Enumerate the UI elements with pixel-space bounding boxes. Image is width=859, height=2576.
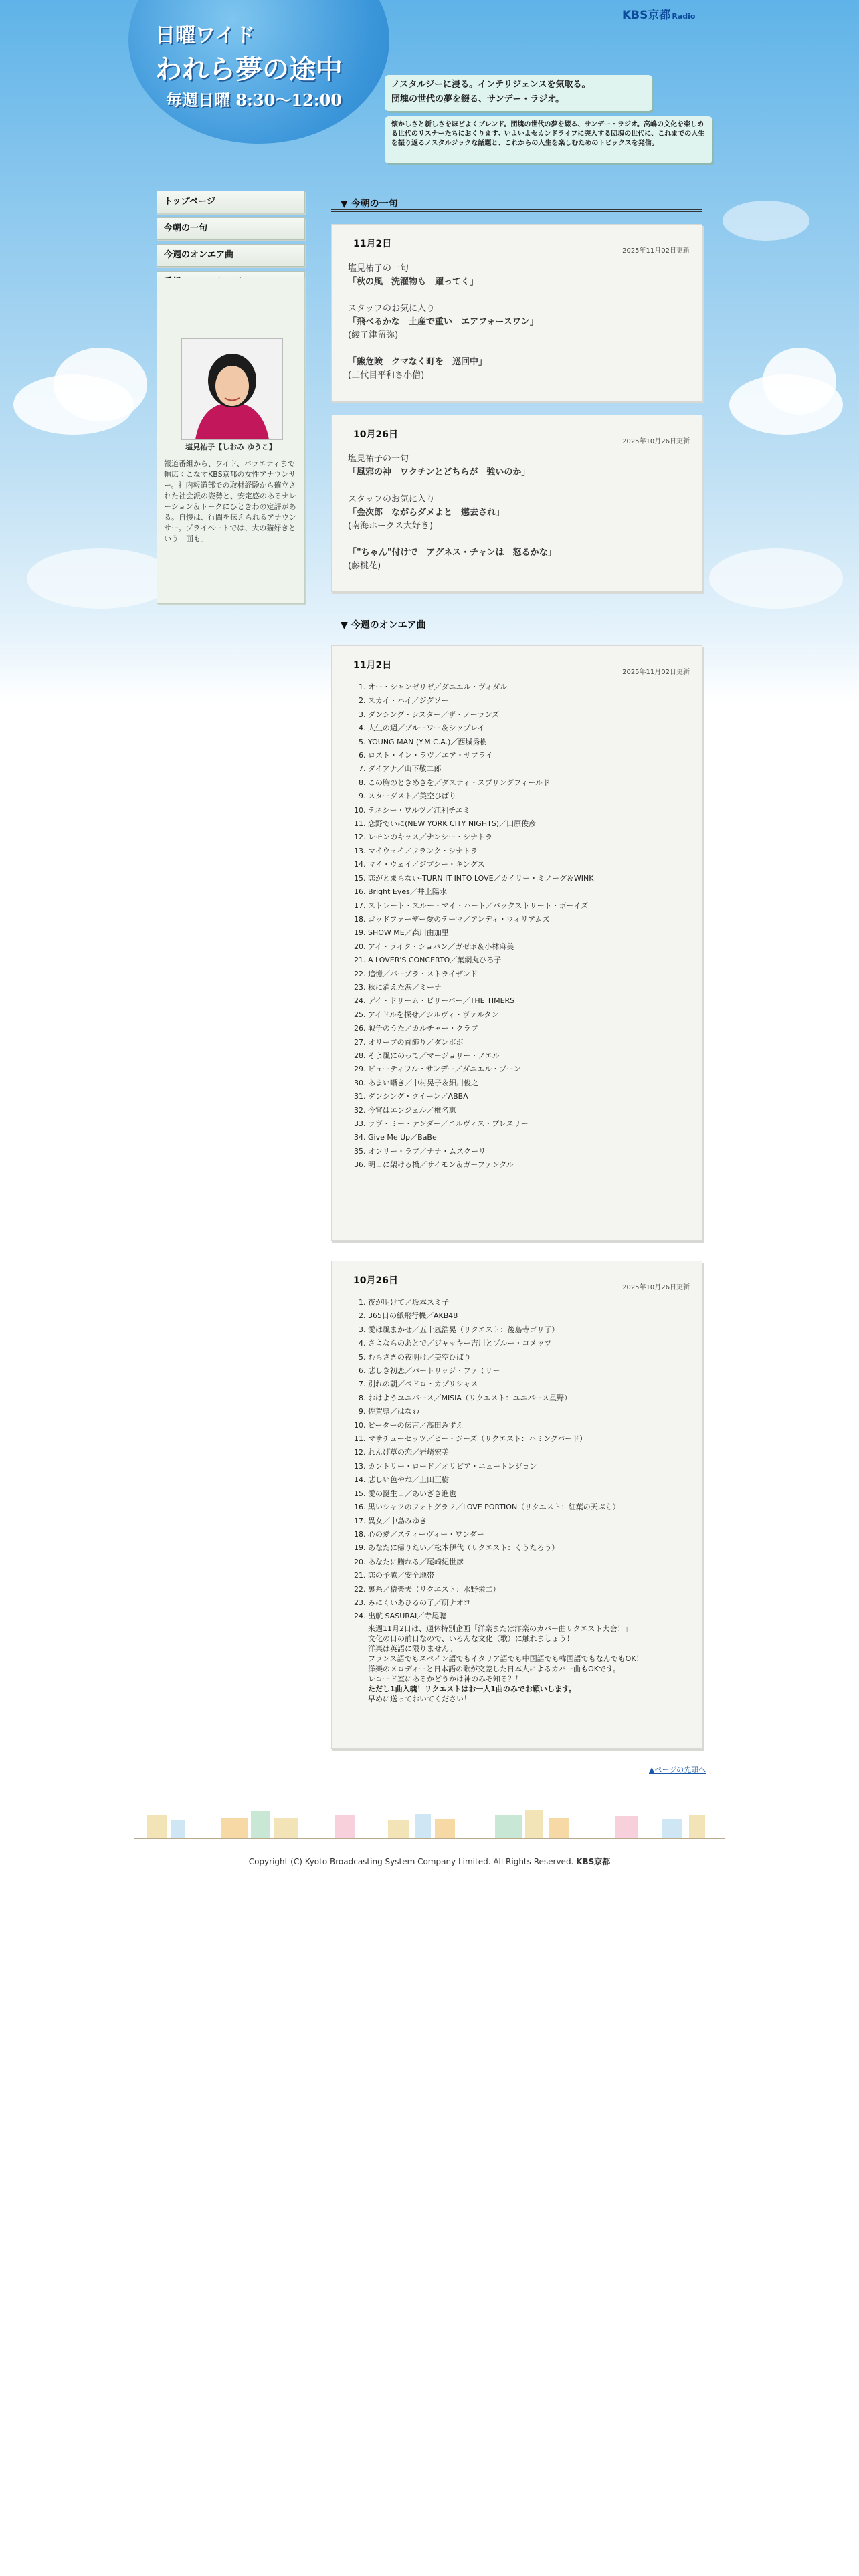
song-item: 12. れんげ草の恋／岩崎宏美 (368, 1446, 687, 1459)
song-item: 6. ロスト・イン・ラヴ／エア・サプライ (368, 749, 687, 762)
haiku-updated: 2025年10月26日更新 (622, 438, 690, 445)
nav-item-haiku[interactable]: 今朝の一句 (157, 217, 305, 240)
haiku-section-heading: ▼ 今朝の一句 (331, 191, 702, 212)
song-item: 16. Bright Eyes／井上陽水 (368, 885, 687, 899)
song-item: 19. SHOW ME／森川由加里 (368, 926, 687, 940)
song-item: 11. マサチューセッツ／ビー・ジーズ（リクエスト：ハミングバード） (368, 1432, 687, 1446)
copyright-brand: KBS京都 (576, 1857, 611, 1866)
song-item: 32. 今宵はエンジェル／椎名恵 (368, 1104, 687, 1117)
haiku-author: (綾子津留弥) (348, 330, 399, 340)
nav-item-top[interactable]: トップページ (157, 191, 305, 213)
haiku-label: スタッフのお気に入り (348, 494, 436, 504)
copyright-text: Copyright (C) Kyoto Broadcasting System Company Limited. All Rights Reserved. (248, 1857, 574, 1866)
notice-text: レコード室にあるかどうかは神のみぞ知る？！ (368, 1674, 522, 1683)
song-item: 1. オー・シャンゼリゼ／ダニエル・ヴィダル (368, 681, 687, 694)
song-item: 27. オリーブの首飾り／ダンボボ (368, 1036, 687, 1049)
haiku-text: 「飛べるかな 土産で重い エアフォースワン」 (348, 317, 539, 327)
song-item: 1. 夜が明けて／坂本スミ子 (368, 1296, 687, 1309)
song-item: 35. オンリー・ラブ／ナナ・ムスクーリ (368, 1145, 687, 1158)
song-item: 25. アイドルを探せ／シルヴィ・ヴァルタン (368, 1008, 687, 1022)
haiku-date: 10月26日 (353, 429, 398, 440)
announcer-photo (181, 338, 283, 440)
song-item: 23. 秋に消えた涙／ミーナ (368, 981, 687, 994)
song-item: 21. A LOVER'S CONCERTO／葉網丸ひろ子 (368, 954, 687, 967)
announcer-name: 塩見祐子【しおみ ゆうこ】 (185, 443, 276, 451)
song-item: 17. 異女／中島みゆき (368, 1515, 687, 1528)
notice-text: 来週11月2日は、通休特別企画「洋楽または洋楽のカバー曲リクエスト大会！」 (368, 1624, 632, 1633)
song-item: 7. 別れの朝／ペドロ・カプリシャス (368, 1378, 687, 1391)
brand-name: KBS京都 (622, 9, 671, 22)
footer-town-illustration (134, 1806, 725, 1838)
song-item: 9. 佐賀県／はなわ (368, 1405, 687, 1418)
song-item: 26. 戦争のうた／カルチャー・クラブ (368, 1022, 687, 1035)
song-item: 12. レモンのキッス／ナンシー・シナトラ (368, 831, 687, 844)
tagline-line2: 団塊の世代の夢を綴る、サンデー・ラジオ。 (391, 94, 565, 104)
song-item: 22. 裏糸／猿楽夫（リクエスト：水野栄二） (368, 1583, 687, 1596)
song-item: 17. ストレート・スルー・マイ・ハート／バックストリート・ボーイズ (368, 899, 687, 913)
nav-item-songs[interactable]: 今週のオンエア曲 (157, 244, 305, 267)
songs-updated: 2025年10月26日更新 (622, 1284, 690, 1291)
song-item: 5. YOUNG MAN (Y.M.C.A.)／西城秀樹 (368, 736, 687, 749)
song-item: 10. ピーターの伝言／高田みずえ (368, 1419, 687, 1432)
song-item: 30. あまい囁き／中村晃子＆細川俊之 (368, 1077, 687, 1090)
song-item: 6. 悲しき初恋／パートリッジ・ファミリー (368, 1364, 687, 1378)
announcer-bio: 報道番組から、ワイド、バラエティまで幅広くこなすKBS京都の女性アナウンサー。社内報道部での取材経験から確立された社会派の姿勢と、安定感のあるナレーション＆トークにひときわの定評がある。自慢は、行間を伝えられるアナウンサー。プライベートでは、大の猫好きという一面も。 (164, 459, 296, 543)
song-item: 11. 恋野でいに(NEW YORK CITY NIGHTS)／田原俊彦 (368, 817, 687, 831)
copyright (0, 1856, 859, 1867)
song-item: 33. ラヴ・ミー・テンダー／エルヴィス・プレスリー (368, 1117, 687, 1131)
song-item: 2. 365日の紙飛行機／AKB48 (368, 1309, 687, 1323)
song-item: 2. スカイ・ハイ／ジグソー (368, 694, 687, 708)
song-item: 14. 悲しい色やね／上田正樹 (368, 1473, 687, 1487)
song-item: 15. 恋がとまらない-TURN IT INTO LOVE／カイリー・ミノーグ＆WINK (368, 872, 687, 885)
song-item: 3. 愛は風まかせ／五十嵐浩晃（リクエスト：後島寺ゴリ子） (368, 1323, 687, 1337)
song-item: 15. 愛の誕生日／あいざき進也 (368, 1487, 687, 1501)
song-item: 14. マイ・ウェイ／ジプシー・キングス (368, 858, 687, 871)
notice-text: ただし1曲入魂！リクエストはお一人1曲のみでお願いします。 (368, 1684, 576, 1693)
notice-text: 洋楽は英語に限りません。 (368, 1644, 457, 1653)
haiku-text: 「金次郎 ながらダメよと 懲去され」 (348, 508, 505, 518)
haiku-date: 11月2日 (353, 239, 392, 249)
song-item: 24. 出航 SASURAI／寺尾聰 (368, 1610, 687, 1623)
song-item: 18. ゴッドファーザー愛のテーマ／アンディ・ウィリアムズ (368, 913, 687, 926)
song-item: 5. むらさきの夜明け／美空ひばり (368, 1351, 687, 1364)
haiku-author: (南海ホークス大好き) (348, 521, 434, 531)
songs-week (331, 645, 702, 1241)
song-item: 8. この胸のときめきを／ダスティ・スプリングフィールド (368, 776, 687, 790)
haiku-entry (331, 224, 702, 401)
haiku-text: 「風邪の神 ワクチンとどちらが 強いのか」 (348, 467, 531, 477)
notice-text: 洋楽のメロディーと日本語の歌が交差した日本人によるカバー曲もOKです。 (368, 1664, 621, 1673)
song-item: 18. 心の愛／スティーヴィー・ワンダー (368, 1528, 687, 1541)
logo-line1: 日曜ワイド (155, 24, 256, 47)
song-item: 13. マイウェイ／フランク・シナトラ (368, 845, 687, 858)
songs-section-heading: ▼ 今週のオンエア曲 (331, 612, 702, 633)
haiku-text: 「熊危険 クマなく町を 巡回中」 (348, 357, 488, 367)
songs-updated: 2025年11月02日更新 (622, 669, 690, 676)
songs-date: 11月2日 (353, 660, 392, 671)
song-item: 21. 恋の予感／安全地帯 (368, 1569, 687, 1582)
logo-line2: われら夢の途中 (155, 53, 343, 85)
song-item: 34. Give Me Up／BaBe (368, 1131, 687, 1144)
song-item: 28. そよ風にのって／マージョリー・ノエル (368, 1049, 687, 1063)
song-item: 8. おはようユニバース／MISIA（リクエスト：ユニバース星野） (368, 1392, 687, 1405)
song-item: 13. カントリー・ロード／オリビア・ニュートンジョン (368, 1460, 687, 1473)
haiku-label: 塩見祐子の一句 (348, 263, 409, 274)
songs-date: 10月26日 (353, 1275, 398, 1286)
song-list (348, 1296, 687, 1624)
song-item: 23. みにくいあひるの子／研ナオコ (368, 1596, 687, 1610)
song-item: 24. デイ・ドリーム・ビリーバー／THE TIMERS (368, 994, 687, 1008)
song-item: 36. 明日に架ける橋／サイモン＆ガーファンクル (368, 1158, 687, 1172)
song-item: 22. 追憶／バーブラ・ストライザンド (368, 968, 687, 981)
song-item: 9. スターダスト／美空ひばり (368, 790, 687, 803)
song-item: 4. 人生の週／ブルーワー＆シップレイ (368, 722, 687, 735)
haiku-updated: 2025年11月02日更新 (622, 247, 690, 255)
song-item: 31. ダンシング・クイーン／ABBA (368, 1090, 687, 1103)
song-item: 20. アイ・ライク・ショパン／ガゼボ＆小林麻美 (368, 940, 687, 954)
haiku-entry (331, 415, 702, 592)
haiku-author: (藤桃花) (348, 561, 381, 571)
haiku-label: スタッフのお気に入り (348, 304, 436, 314)
song-item: 19. あなたに帰りたい／松本伊代（リクエスト：くうたろう） (368, 1541, 687, 1555)
tagline-box (385, 75, 652, 111)
notice-text: 早めに送っておいてください！ (368, 1694, 471, 1703)
song-item: 29. ビューティフル・サンデー／ダニエル・ブーン (368, 1063, 687, 1076)
song-item: 20. あなたに贈れる／尾崎紀世彦 (368, 1555, 687, 1569)
haiku-text: 「"ちゃん"付けで アグネス・チャンは 怒るかな」 (348, 548, 557, 558)
notice-text: フランス語でもスペイン語でもイタリア語でも中国語でも韓国語でもなんでもOK！ (368, 1654, 644, 1663)
intro-box (385, 116, 712, 163)
song-item: 16. 黒いシャツのフォトグラフ／LOVE PORTION（リクエスト：紅葉の天ぷら） (368, 1501, 687, 1514)
song-item: 4. さよならのあとで／ジャッキー吉川とブルー・コメッツ (368, 1337, 687, 1350)
kbs-kyoto-brand-logo[interactable] (622, 5, 709, 23)
tagline-line1: ノスタルジーに浸る。インテリジェンスを気取る。 (391, 80, 591, 90)
footer-divider (134, 1838, 725, 1839)
song-item: 10. テネシー・ワルツ／江利チエミ (368, 804, 687, 817)
song-list (348, 681, 687, 1172)
haiku-text: 「秋の風 洗濯物も 躍ってく」 (348, 277, 479, 287)
songs-week (331, 1261, 702, 1749)
logo-line3: 毎週日曜 8:30～12:00 (166, 90, 342, 110)
song-item: 3. ダンシング・シスター／ザ・ノーランズ (368, 708, 687, 722)
intro-text: 懐かしさと新しさをほどよくブレンド。団塊の世代の夢を綴る、サンデー・ラジオ。高嶋の文化を楽しめる世代のリスナーたちにおくります。いよいよセカンドライフに突入する団塊の世代に、これまでの人生を振り返るノスタルジックな話題と、これからの人生を楽しむためのトピックスを発信。 (391, 121, 705, 147)
brand-sub: Radio (672, 12, 696, 21)
song-item: 7. ダイアナ／山下敬二郎 (368, 762, 687, 776)
profile-card (157, 278, 305, 604)
haiku-label: 塩見祐子の一句 (348, 454, 409, 464)
page-top-link[interactable]: ▲ページの先頭へ (649, 1765, 706, 1774)
notice-text: 文化の日の前日なので、いろんな文化（歌）に触れましょう！ (368, 1634, 574, 1643)
haiku-author: (二代目平和さ小僧) (348, 370, 425, 381)
